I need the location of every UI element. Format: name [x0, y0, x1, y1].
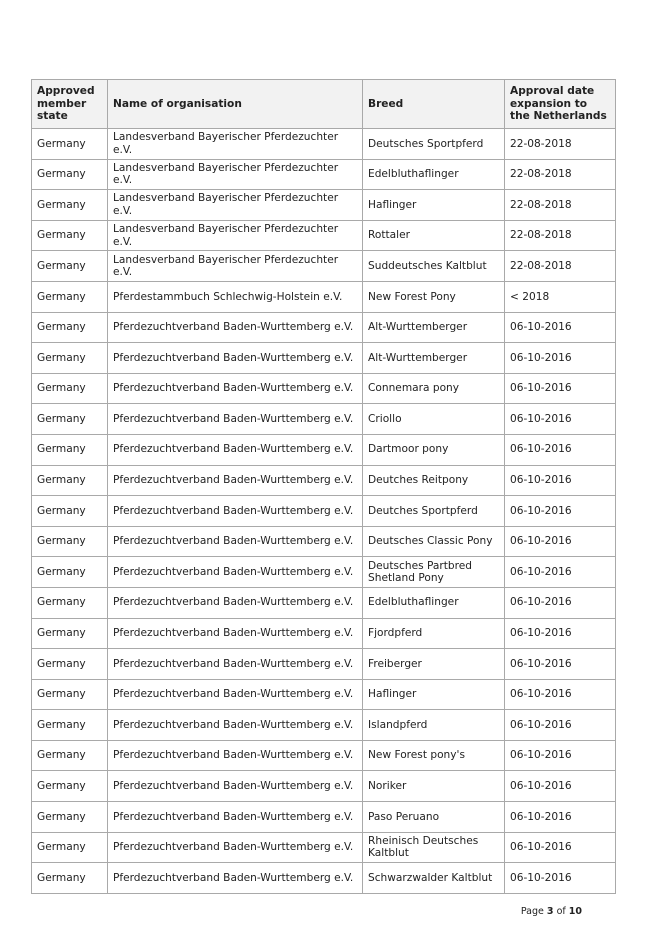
- cell-breed: Haflinger: [363, 190, 505, 221]
- cell-organisation: Landesverband Bayerischer Pferdezuchter e.V.: [108, 129, 363, 160]
- cell-organisation: Pferdezuchtverband Baden-Wurttemberg e.V.: [108, 740, 363, 771]
- header-approved-member-state: Approved member state: [32, 80, 108, 129]
- table-row: [32, 220, 616, 251]
- cell-approval-date: 06-10-2016: [505, 710, 616, 741]
- cell-member-state: Germany: [32, 863, 108, 894]
- table-row: [32, 496, 616, 527]
- cell-breed: Deutches Sportpferd: [363, 496, 505, 527]
- cell-breed: Rottaler: [363, 220, 505, 251]
- table-row: [32, 251, 616, 282]
- cell-approval-date: 06-10-2016: [505, 679, 616, 710]
- cell-breed: Deutsches Classic Pony: [363, 526, 505, 557]
- table-row: [32, 312, 616, 343]
- cell-breed: Freiberger: [363, 649, 505, 680]
- cell-member-state: Germany: [32, 526, 108, 557]
- table-row: [32, 863, 616, 894]
- cell-member-state: Germany: [32, 312, 108, 343]
- cell-member-state: Germany: [32, 740, 108, 771]
- cell-approval-date: < 2018: [505, 281, 616, 312]
- table-row: [32, 373, 616, 404]
- cell-approval-date: 06-10-2016: [505, 465, 616, 496]
- cell-organisation: Pferdezuchtverband Baden-Wurttemberg e.V.: [108, 679, 363, 710]
- cell-breed: Suddeutsches Kaltblut: [363, 251, 505, 282]
- cell-member-state: Germany: [32, 190, 108, 221]
- header-approval-date: Approval date expansion to the Netherlands: [505, 80, 616, 129]
- cell-organisation: Pferdezuchtverband Baden-Wurttemberg e.V.: [108, 373, 363, 404]
- cell-approval-date: 06-10-2016: [505, 496, 616, 527]
- cell-approval-date: 06-10-2016: [505, 557, 616, 588]
- cell-breed: Edelbluthaflinger: [363, 587, 505, 618]
- table-row: [32, 618, 616, 649]
- cell-member-state: Germany: [32, 404, 108, 435]
- cell-approval-date: 06-10-2016: [505, 434, 616, 465]
- cell-breed: New Forest pony's: [363, 740, 505, 771]
- cell-organisation: Landesverband Bayerischer Pferdezuchter e.V.: [108, 220, 363, 251]
- cell-member-state: Germany: [32, 159, 108, 190]
- breed-approval-table: [31, 79, 616, 894]
- cell-organisation: Landesverband Bayerischer Pferdezuchter e.V.: [108, 251, 363, 282]
- cell-breed: Deutsches Sportpferd: [363, 129, 505, 160]
- cell-breed: Dartmoor pony: [363, 434, 505, 465]
- cell-organisation: Pferdezuchtverband Baden-Wurttemberg e.V.: [108, 557, 363, 588]
- page-label: Page: [520, 906, 544, 917]
- cell-member-state: Germany: [32, 618, 108, 649]
- table-row: [32, 740, 616, 771]
- cell-organisation: Pferdezuchtverband Baden-Wurttemberg e.V.: [108, 312, 363, 343]
- cell-member-state: Germany: [32, 220, 108, 251]
- table-row: [32, 832, 616, 863]
- cell-approval-date: 22-08-2018: [505, 159, 616, 190]
- cell-breed: Criollo: [363, 404, 505, 435]
- table-row: [32, 710, 616, 741]
- table-header: [32, 80, 616, 129]
- cell-member-state: Germany: [32, 649, 108, 680]
- cell-breed: Schwarzwalder Kaltblut: [363, 863, 505, 894]
- cell-approval-date: 06-10-2016: [505, 740, 616, 771]
- cell-member-state: Germany: [32, 771, 108, 802]
- cell-approval-date: 06-10-2016: [505, 832, 616, 863]
- cell-approval-date: 06-10-2016: [505, 404, 616, 435]
- cell-organisation: Pferdezuchtverband Baden-Wurttemberg e.V.: [108, 649, 363, 680]
- cell-organisation: Landesverband Bayerischer Pferdezuchter e.V.: [108, 190, 363, 221]
- cell-organisation: Pferdezuchtverband Baden-Wurttemberg e.V.: [108, 526, 363, 557]
- cell-approval-date: 06-10-2016: [505, 373, 616, 404]
- cell-organisation: Pferdestammbuch Schlechwig-Holstein e.V.: [108, 281, 363, 312]
- cell-member-state: Germany: [32, 587, 108, 618]
- header-row: [32, 80, 616, 129]
- table-row: [32, 649, 616, 680]
- total-pages: 10: [568, 906, 582, 917]
- header-name-of-organisation: Name of organisation: [108, 80, 363, 129]
- cell-organisation: Pferdezuchtverband Baden-Wurttemberg e.V.: [108, 863, 363, 894]
- cell-breed: Noriker: [363, 771, 505, 802]
- cell-approval-date: 06-10-2016: [505, 802, 616, 833]
- table-row: [32, 526, 616, 557]
- cell-member-state: Germany: [32, 557, 108, 588]
- table-row: [32, 465, 616, 496]
- cell-breed: Connemara pony: [363, 373, 505, 404]
- cell-breed: Alt-Wurttemberger: [363, 343, 505, 374]
- cell-approval-date: 22-08-2018: [505, 220, 616, 251]
- cell-breed: Paso Peruano: [363, 802, 505, 833]
- table-row: [32, 434, 616, 465]
- page-number: [521, 906, 582, 917]
- cell-organisation: Landesverband Bayerischer Pferdezuchter e.V.: [108, 159, 363, 190]
- cell-member-state: Germany: [32, 802, 108, 833]
- cell-breed: Deutsches Partbred Shetland Pony: [363, 557, 505, 588]
- cell-approval-date: 06-10-2016: [505, 863, 616, 894]
- table-row: [32, 343, 616, 374]
- cell-breed: Islandpferd: [363, 710, 505, 741]
- cell-member-state: Germany: [32, 281, 108, 312]
- cell-approval-date: 22-08-2018: [505, 129, 616, 160]
- cell-member-state: Germany: [32, 710, 108, 741]
- cell-organisation: Pferdezuchtverband Baden-Wurttemberg e.V.: [108, 434, 363, 465]
- cell-organisation: Pferdezuchtverband Baden-Wurttemberg e.V.: [108, 802, 363, 833]
- table-row: [32, 404, 616, 435]
- cell-member-state: Germany: [32, 496, 108, 527]
- cell-breed: Deutches Reitpony: [363, 465, 505, 496]
- table-row: [32, 587, 616, 618]
- cell-breed: Rheinisch Deutsches Kaltblut: [363, 832, 505, 863]
- current-page: 3: [546, 906, 554, 917]
- cell-member-state: Germany: [32, 373, 108, 404]
- cell-breed: Alt-Wurttemberger: [363, 312, 505, 343]
- cell-organisation: Pferdezuchtverband Baden-Wurttemberg e.V.: [108, 618, 363, 649]
- cell-organisation: Pferdezuchtverband Baden-Wurttemberg e.V.: [108, 771, 363, 802]
- cell-approval-date: 06-10-2016: [505, 312, 616, 343]
- cell-breed: Haflinger: [363, 679, 505, 710]
- table-row: [32, 281, 616, 312]
- cell-organisation: Pferdezuchtverband Baden-Wurttemberg e.V.: [108, 465, 363, 496]
- cell-organisation: Pferdezuchtverband Baden-Wurttemberg e.V.: [108, 587, 363, 618]
- table-row: [32, 771, 616, 802]
- cell-approval-date: 06-10-2016: [505, 649, 616, 680]
- cell-approval-date: 06-10-2016: [505, 618, 616, 649]
- cell-approval-date: 22-08-2018: [505, 251, 616, 282]
- cell-breed: New Forest Pony: [363, 281, 505, 312]
- cell-approval-date: 22-08-2018: [505, 190, 616, 221]
- table-body: [32, 129, 616, 894]
- cell-member-state: Germany: [32, 434, 108, 465]
- cell-approval-date: 06-10-2016: [505, 587, 616, 618]
- of-label: of: [556, 906, 566, 917]
- header-breed: Breed: [363, 80, 505, 129]
- cell-approval-date: 06-10-2016: [505, 771, 616, 802]
- cell-approval-date: 06-10-2016: [505, 526, 616, 557]
- table-row: [32, 802, 616, 833]
- table-row: [32, 159, 616, 190]
- cell-approval-date: 06-10-2016: [505, 343, 616, 374]
- cell-breed: Edelbluthaflinger: [363, 159, 505, 190]
- cell-member-state: Germany: [32, 129, 108, 160]
- cell-organisation: Pferdezuchtverband Baden-Wurttemberg e.V.: [108, 710, 363, 741]
- cell-member-state: Germany: [32, 465, 108, 496]
- cell-breed: Fjordpferd: [363, 618, 505, 649]
- table-row: [32, 129, 616, 160]
- cell-organisation: Pferdezuchtverband Baden-Wurttemberg e.V.: [108, 404, 363, 435]
- cell-organisation: Pferdezuchtverband Baden-Wurttemberg e.V.: [108, 343, 363, 374]
- cell-organisation: Pferdezuchtverband Baden-Wurttemberg e.V.: [108, 832, 363, 863]
- cell-member-state: Germany: [32, 251, 108, 282]
- cell-member-state: Germany: [32, 832, 108, 863]
- table-row: [32, 190, 616, 221]
- cell-organisation: Pferdezuchtverband Baden-Wurttemberg e.V.: [108, 496, 363, 527]
- table-row: [32, 679, 616, 710]
- cell-member-state: Germany: [32, 679, 108, 710]
- table-row: [32, 557, 616, 588]
- cell-member-state: Germany: [32, 343, 108, 374]
